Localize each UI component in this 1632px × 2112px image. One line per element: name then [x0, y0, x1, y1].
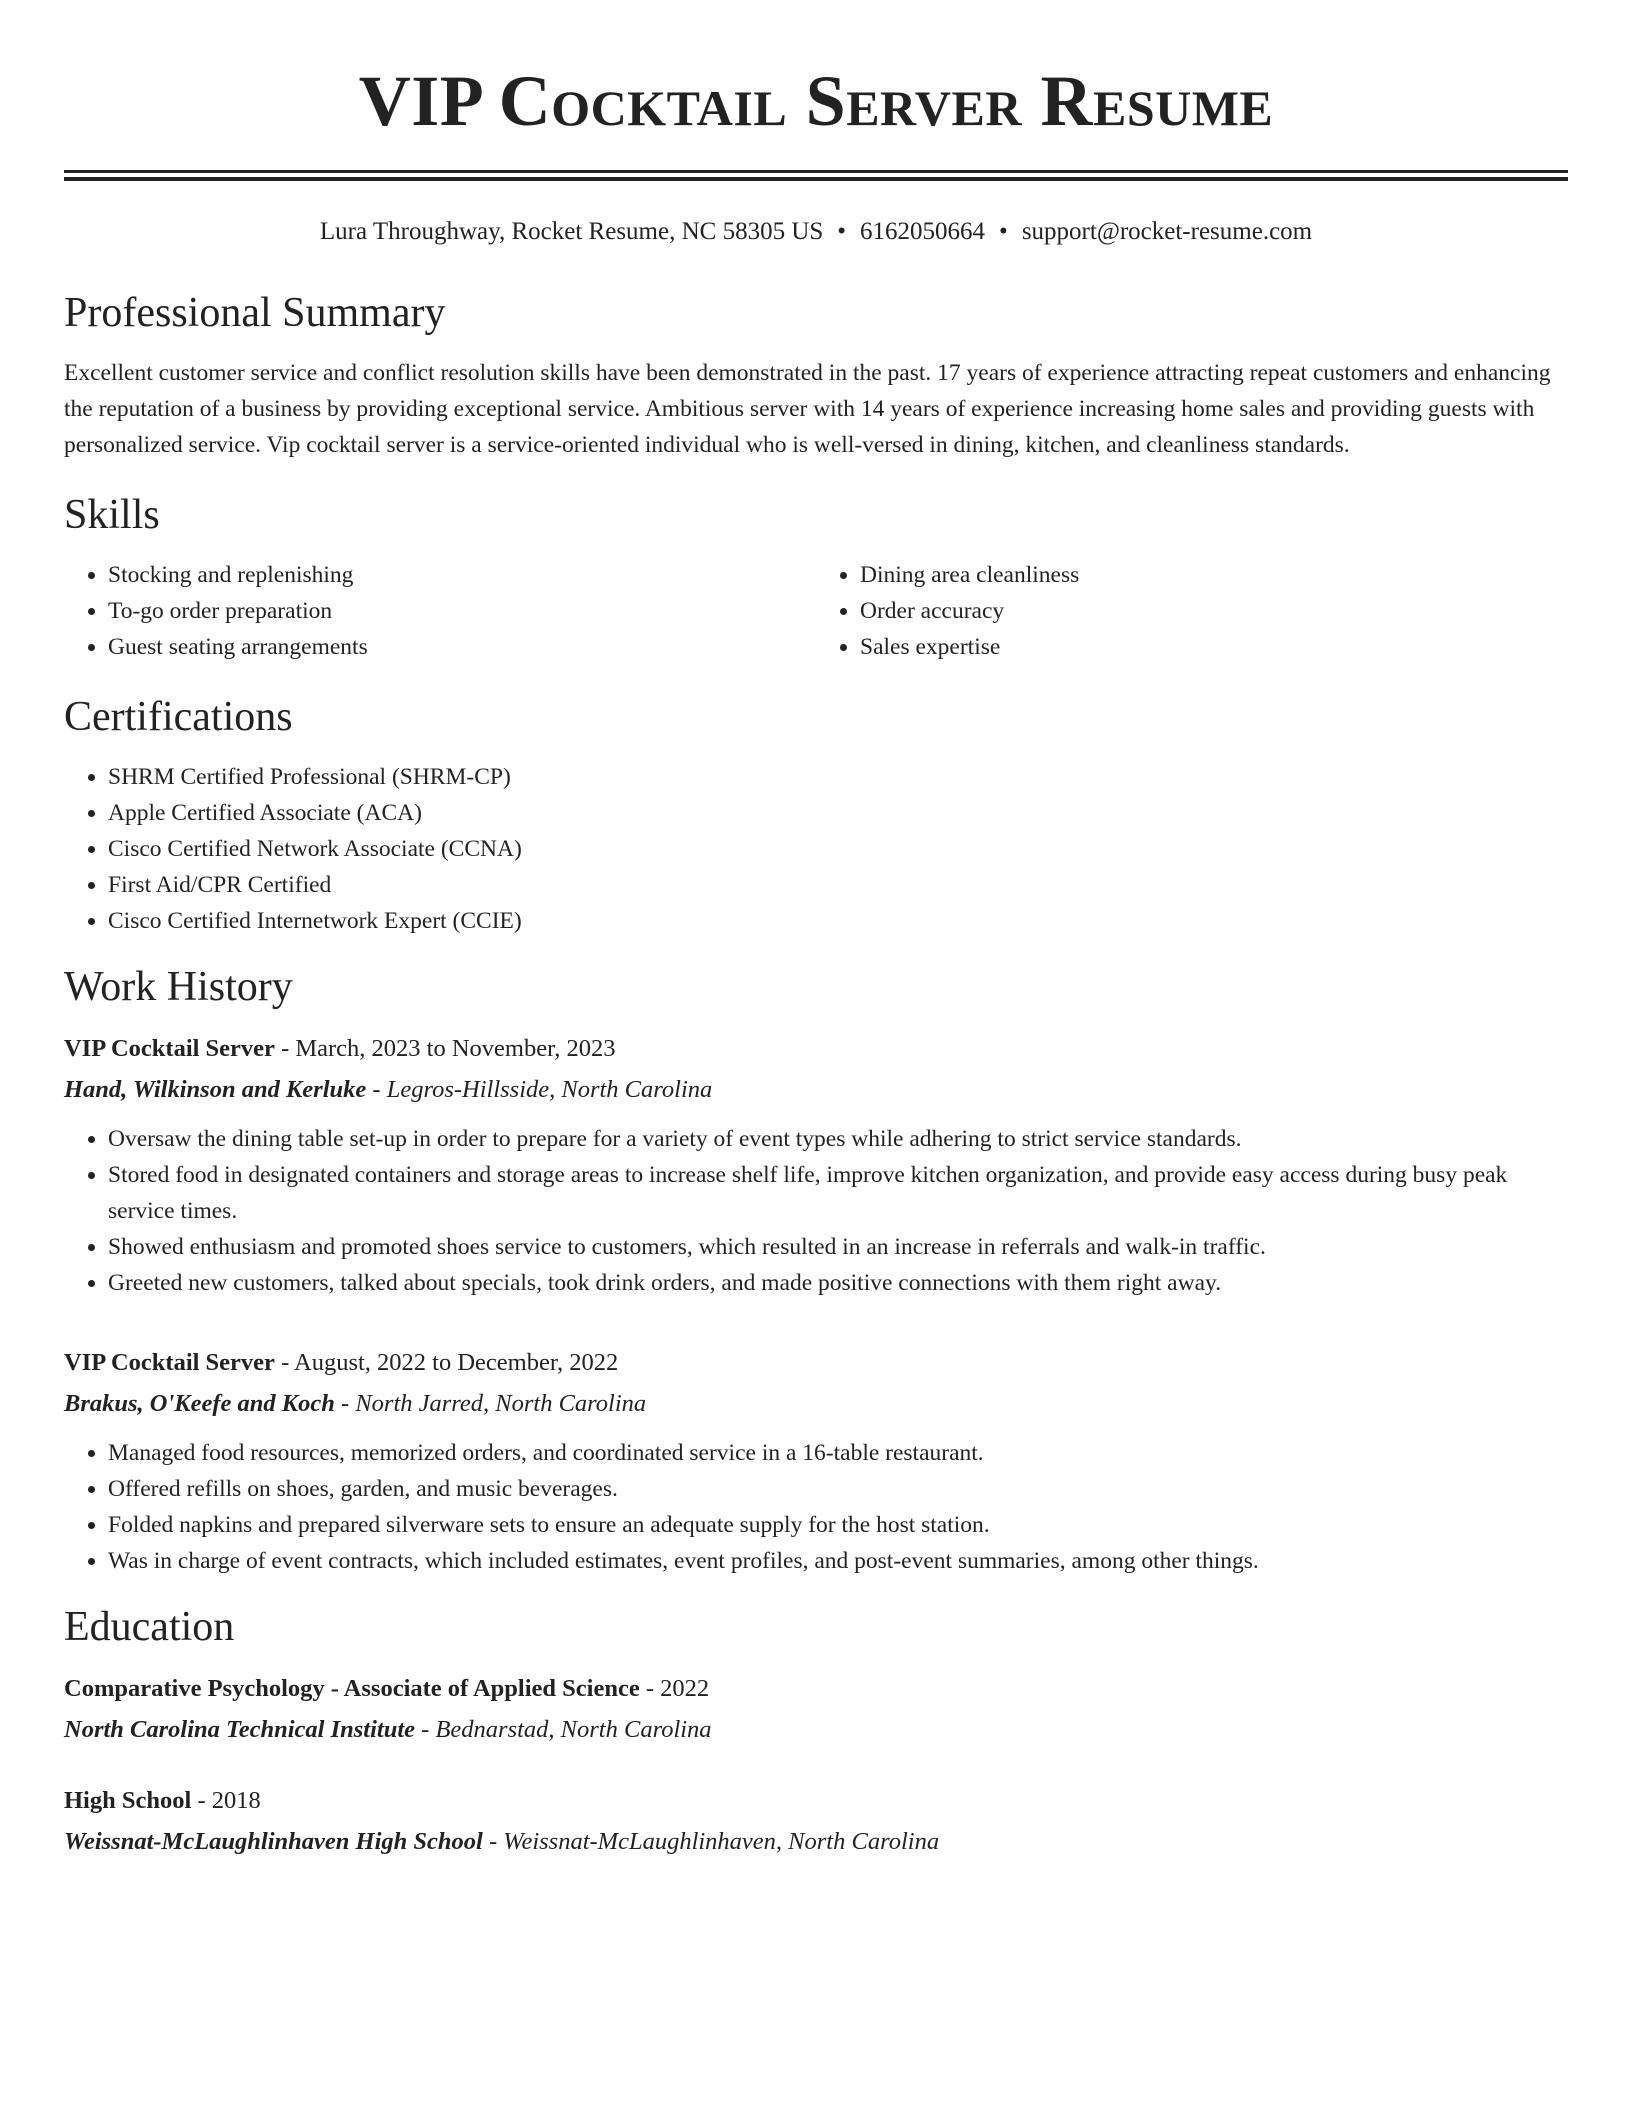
job-company: Brakus, O'Keefe and Koch — [64, 1390, 335, 1417]
education-degree-line: Comparative Psychology - Associate of Applied Science - 2022 — [64, 1675, 710, 1702]
education-location: Bednarstad, North Carolina — [435, 1716, 712, 1743]
skill-item: • Guest seating arrangements — [108, 629, 816, 665]
job-company-line: Hand, Wilkinson and Kerluke - Legros-Hillsside, North Carolina — [64, 1076, 713, 1103]
education-year: 2018 — [211, 1787, 261, 1814]
skills-section — [64, 489, 1568, 665]
certifications-section — [64, 691, 1568, 939]
education-location: Weissnat-McLaughlinhaven, North Carolina — [503, 1828, 940, 1855]
education-entry — [64, 1783, 1568, 1861]
education-year: 2022 — [660, 1675, 710, 1702]
professional-summary-section — [64, 287, 1568, 463]
contact-email: support@rocket-resume.com — [1021, 218, 1313, 245]
skill-item: • Stocking and replenishing — [108, 557, 816, 593]
certifications-list — [64, 759, 1568, 939]
education-school: North Carolina Technical Institute — [64, 1716, 416, 1743]
job-bullet: • Stored food in designated containers and storage areas to increase shelf life, improve kitchen organization, and provide easy access during busy peak service times. — [108, 1157, 1568, 1229]
education-degree: Comparative Psychology - Associate of Applied Science — [64, 1675, 640, 1702]
skills-grid — [64, 557, 1568, 665]
summary-text: Excellent customer service and conflict resolution skills have been demonstrated in the past. 17 years of experience attracting repeat customers and enhancing the reputation of a business by providing exceptional service. Ambitious server with 14 years of experience increasing home sales and providing guests with personalized service. Vip cocktail server is a service-oriented individual who is well-versed in dining, kitchen, and cleanliness standards. — [64, 360, 1551, 458]
certification-item: • First Aid/CPR Certified — [108, 867, 1568, 903]
job-entry — [64, 1345, 1568, 1579]
certification-item: • Cisco Certified Network Associate (CCNA) — [108, 831, 1568, 867]
job-bullet: • Was in charge of event contracts, which included estimates, event profiles, and post-event summaries, among other things. — [108, 1543, 1568, 1579]
job-location: Legros-Hillsside, North Carolina — [386, 1076, 713, 1103]
job-bullets — [64, 1121, 1568, 1301]
job-title-line: VIP Cocktail Server - August, 2022 to December, 2022 — [64, 1349, 619, 1376]
work-history-section — [64, 961, 1568, 1579]
education-degree: High School — [64, 1787, 192, 1814]
education-school-line: North Carolina Technical Institute - Bednarstad, North Carolina — [64, 1716, 712, 1743]
section-heading-skills: Skills — [64, 492, 160, 538]
job-bullet: • Showed enthusiasm and promoted shoes service to customers, which resulted in an increase in referrals and walk-in traffic. — [108, 1229, 1568, 1265]
education-school: Weissnat-McLaughlinhaven High School — [64, 1828, 483, 1855]
job-bullet: • Folded napkins and prepared silverware sets to ensure an adequate supply for the host station. — [108, 1507, 1568, 1543]
job-dates: August, 2022 to December, 2022 — [294, 1349, 619, 1376]
title-double-rule — [64, 170, 1568, 181]
job-company: Hand, Wilkinson and Kerluke — [64, 1076, 367, 1103]
skills-list-left — [64, 557, 816, 665]
job-bullet: • Greeted new customers, talked about specials, took drink orders, and made positive connections with them right away. — [108, 1265, 1568, 1301]
skill-item: • Sales expertise — [860, 629, 1568, 665]
job-title: VIP Cocktail Server — [64, 1349, 275, 1376]
job-entry — [64, 1031, 1568, 1301]
job-bullet: • Managed food resources, memorized orders, and coordinated service in a 16-table restaurant. — [108, 1435, 1568, 1471]
certification-item: • Apple Certified Associate (ACA) — [108, 795, 1568, 831]
skill-item: • Order accuracy — [860, 593, 1568, 629]
resume-title: VIP Cocktail Server Resume — [358, 61, 1274, 141]
skills-list-right — [816, 557, 1568, 665]
contact-address: Lura Throughway, Rocket Resume, NC 58305 US — [319, 218, 824, 245]
job-bullet: • Oversaw the dining table set-up in order to prepare for a variety of event types while adhering to strict service standards. — [108, 1121, 1568, 1157]
section-heading-work-history: Work History — [64, 964, 293, 1010]
job-bullets — [64, 1435, 1568, 1579]
skill-item: • To-go order preparation — [108, 593, 816, 629]
section-heading-education: Education — [64, 1604, 235, 1650]
contact-separator: • — [837, 218, 847, 245]
skill-item: • Dining area cleanliness — [860, 557, 1568, 593]
job-bullet: • Offered refills on shoes, garden, and music beverages. — [108, 1471, 1568, 1507]
contact-line — [64, 215, 1568, 249]
job-dates: March, 2023 to November, 2023 — [295, 1035, 616, 1062]
education-entry — [64, 1671, 1568, 1749]
section-heading-summary: Professional Summary — [64, 290, 446, 336]
job-location: North Jarred, North Carolina — [355, 1390, 647, 1417]
job-title: VIP Cocktail Server — [64, 1035, 275, 1062]
education-section — [64, 1601, 1568, 1861]
contact-separator: • — [999, 218, 1008, 245]
certification-item: • Cisco Certified Internetwork Expert (CCIE) — [108, 903, 1568, 939]
job-company-line: Brakus, O'Keefe and Koch - North Jarred, North Carolina — [64, 1390, 647, 1417]
certification-item: • SHRM Certified Professional (SHRM-CP) — [108, 759, 1568, 795]
job-title-line: VIP Cocktail Server - March, 2023 to November, 2023 — [64, 1035, 616, 1062]
education-degree-line: High School - 2018 — [64, 1787, 261, 1814]
education-school-line: Weissnat-McLaughlinhaven High School - Weissnat-McLaughlinhaven, North Carolina — [64, 1828, 940, 1855]
section-heading-certifications: Certifications — [64, 694, 293, 740]
contact-phone: 6162050664 — [860, 218, 986, 245]
